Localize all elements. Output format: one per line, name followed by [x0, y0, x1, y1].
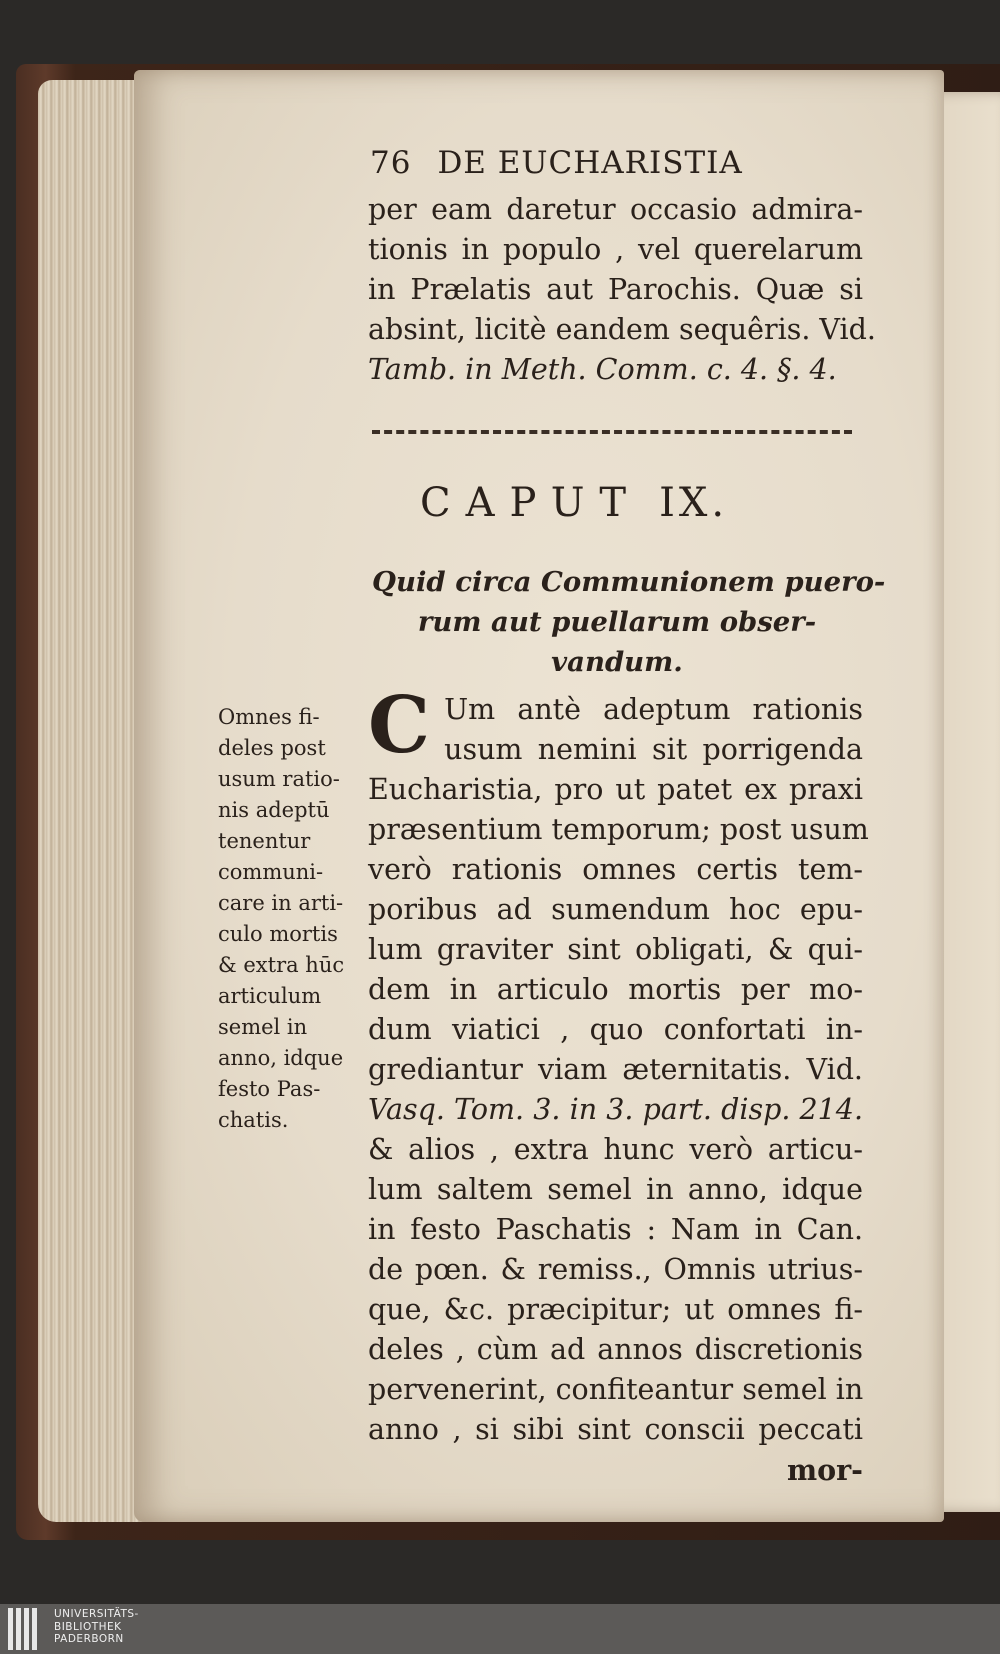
margin-line: culo mortis [218, 922, 338, 946]
text-line: per eam daretur occasio admira- [368, 193, 863, 226]
margin-line: semel in [218, 1015, 308, 1039]
body-paragraph [368, 680, 869, 1490]
text-line: Um antè adeptum rationis [444, 693, 863, 726]
citation-line: Vasq. Tom. 3. in 3. part. disp. 214. [368, 1093, 863, 1126]
text-line: & alios , extra hunc verò articu- [368, 1133, 863, 1166]
footer-bar [0, 1604, 1000, 1654]
section-divider [372, 430, 852, 434]
catchword: mor- [786, 1453, 863, 1487]
library-name-line: UNIVERSITÄTS- [54, 1608, 139, 1620]
margin-line: usum ratio- [218, 767, 340, 791]
margin-line: Omnes fi- [218, 705, 320, 729]
library-name-line: PADERBORN [54, 1633, 124, 1645]
subtitle-line: Quid circa Communionem puero- [372, 566, 886, 598]
text-line: absint, licitè eandem sequêris. Vid. [368, 313, 876, 346]
text-line: grediantur viam æternitatis. Vid. [368, 1053, 863, 1086]
chapter-heading [420, 480, 820, 526]
margin-line: care in arti- [218, 891, 344, 915]
margin-line: deles post [218, 736, 326, 760]
margin-line: festo Pas- [218, 1077, 321, 1101]
margin-note [218, 702, 368, 1136]
text-line: Eucharistia, pro ut patet ex praxi [368, 773, 863, 806]
text-line: dum viatici , quo confortati in- [368, 1013, 863, 1046]
text-line: in Prælatis aut Parochis. Quæ si [368, 273, 863, 306]
page-edges [38, 80, 148, 1522]
text-line: in festo Paschatis : Nam in Can. [368, 1213, 863, 1246]
subtitle-line: rum aut puellarum obser- [417, 606, 817, 638]
margin-line: communi- [218, 860, 324, 884]
text-line: anno , si sibi sint conscii peccati [368, 1413, 863, 1446]
library-name [54, 1608, 139, 1646]
chapter-label: CAPUT [420, 480, 642, 526]
opening-paragraph [368, 190, 876, 390]
library-logo-icon [8, 1608, 42, 1650]
margin-line: articulum [218, 984, 322, 1008]
margin-line: nis adeptū [218, 798, 330, 822]
margin-line: chatis. [218, 1108, 289, 1132]
citation-line: Tamb. in Meth. Comm. c. 4. §. 4. [368, 353, 837, 386]
running-head-title: DE EUCHARISTIA [437, 145, 743, 181]
text-line: præsentium temporum; post usum [368, 813, 869, 846]
text-line: deles , cùm ad annos discretionis [368, 1333, 863, 1366]
text-line: usum nemini sit porrigenda [444, 733, 863, 766]
text-line: lum saltem semel in anno, idque [368, 1173, 863, 1206]
margin-line: anno, idque [218, 1046, 344, 1070]
subtitle-line: vandum. [551, 646, 683, 678]
text-line: de pœn. & remiss., Omnis utrius- [368, 1253, 863, 1286]
text-line: que, &c. præcipitur; ut omnes fi- [368, 1293, 863, 1326]
chapter-number: IX. [659, 480, 729, 526]
text-line: tionis in populo , vel querelarum [368, 233, 863, 266]
margin-line: & extra hūc [218, 953, 345, 977]
text-line: lum graviter sint obligati, & qui- [368, 933, 863, 966]
text-line: pervenerint, confiteantur semel in [368, 1373, 864, 1406]
page-number: 76 [370, 145, 412, 181]
text-line: poribus ad sumendum hoc epu- [368, 893, 863, 926]
text-line: verò rationis omnes certis tem- [368, 853, 863, 886]
library-name-line: BIBLIOTHEK [54, 1620, 122, 1633]
running-head [370, 145, 870, 181]
margin-line: tenentur [218, 829, 311, 853]
text-line: dem in articulo mortis per mo- [368, 973, 863, 1006]
chapter-subtitle [372, 562, 886, 682]
drop-capital: C [368, 680, 431, 771]
